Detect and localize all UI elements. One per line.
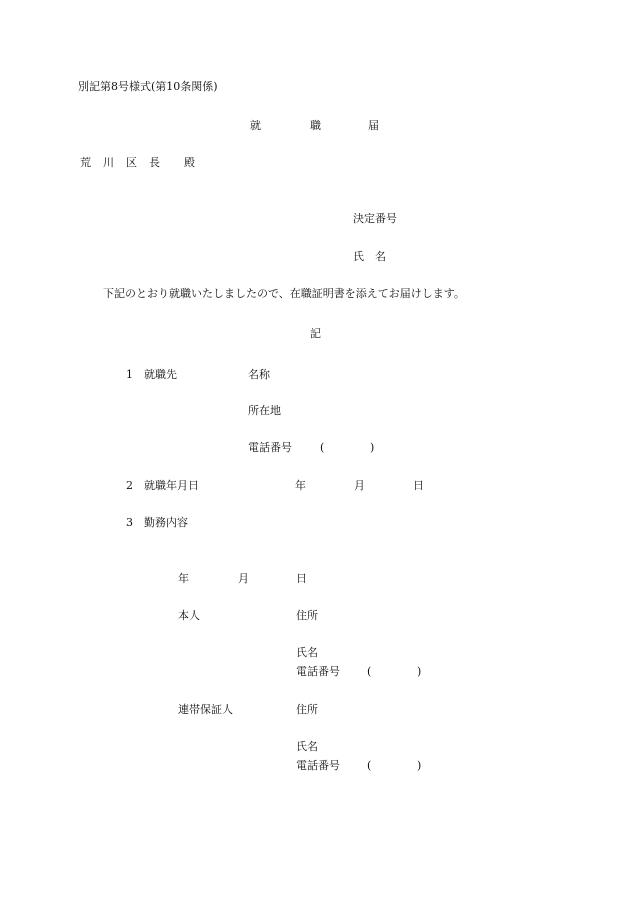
title-char-2: 職 <box>310 119 321 132</box>
submission-date-day: 日 <box>296 572 307 585</box>
employer-name-label: 名称 <box>248 368 270 381</box>
item2-label: 就職年月日 <box>144 479 199 492</box>
addressee-char-5: 殿 <box>184 156 195 169</box>
addressee-char-3: 区 <box>126 156 137 169</box>
employment-date-day: 日 <box>413 479 424 492</box>
submission-date-month: 月 <box>238 572 249 585</box>
principal-address-label: 住所 <box>296 609 318 622</box>
guarantor-phone-paren-close: ) <box>417 759 422 772</box>
principal-phone-paren-open: ( <box>367 665 372 678</box>
item1-number: 1 <box>126 368 133 381</box>
employer-phone-paren-open: ( <box>320 441 325 454</box>
principal-name-label: 氏名 <box>296 646 318 659</box>
guarantor-address-label: 住所 <box>296 703 318 716</box>
item2-number: 2 <box>126 479 133 492</box>
title-char-3: 届 <box>368 119 379 132</box>
guarantor-phone-paren-open: ( <box>367 759 372 772</box>
applicant-name-label: 氏 名 <box>353 250 386 263</box>
intro-sentence: 下記のとおり就職いたしましたので、在職証明書を添えてお届けします。 <box>103 287 465 300</box>
ki-heading: 記 <box>310 327 321 340</box>
employer-address-label: 所在地 <box>248 404 281 417</box>
principal-phone-label: 電話番号 <box>296 665 340 678</box>
addressee-char-2: 川 <box>103 156 114 169</box>
title-char-1: 就 <box>250 119 261 132</box>
guarantor-label: 連帯保証人 <box>178 703 233 716</box>
addressee-char-1: 荒 <box>80 156 91 169</box>
employment-date-month: 月 <box>354 479 365 492</box>
principal-label: 本人 <box>178 609 200 622</box>
guarantor-name-label: 氏名 <box>296 740 318 753</box>
item3-label: 勤務内容 <box>144 516 188 529</box>
submission-date-year: 年 <box>178 572 189 585</box>
addressee-char-4: 長 <box>149 156 160 169</box>
decision-number-label: 決定番号 <box>353 212 397 225</box>
principal-phone-paren-close: ) <box>417 665 422 678</box>
employer-phone-label: 電話番号 <box>248 441 292 454</box>
item1-label: 就職先 <box>144 368 177 381</box>
employment-date-year: 年 <box>295 479 306 492</box>
employer-phone-paren-close: ) <box>370 441 375 454</box>
form-reference: 別記第8号様式(第10条関係) <box>78 80 218 93</box>
item3-number: 3 <box>126 516 133 529</box>
guarantor-phone-label: 電話番号 <box>296 759 340 772</box>
